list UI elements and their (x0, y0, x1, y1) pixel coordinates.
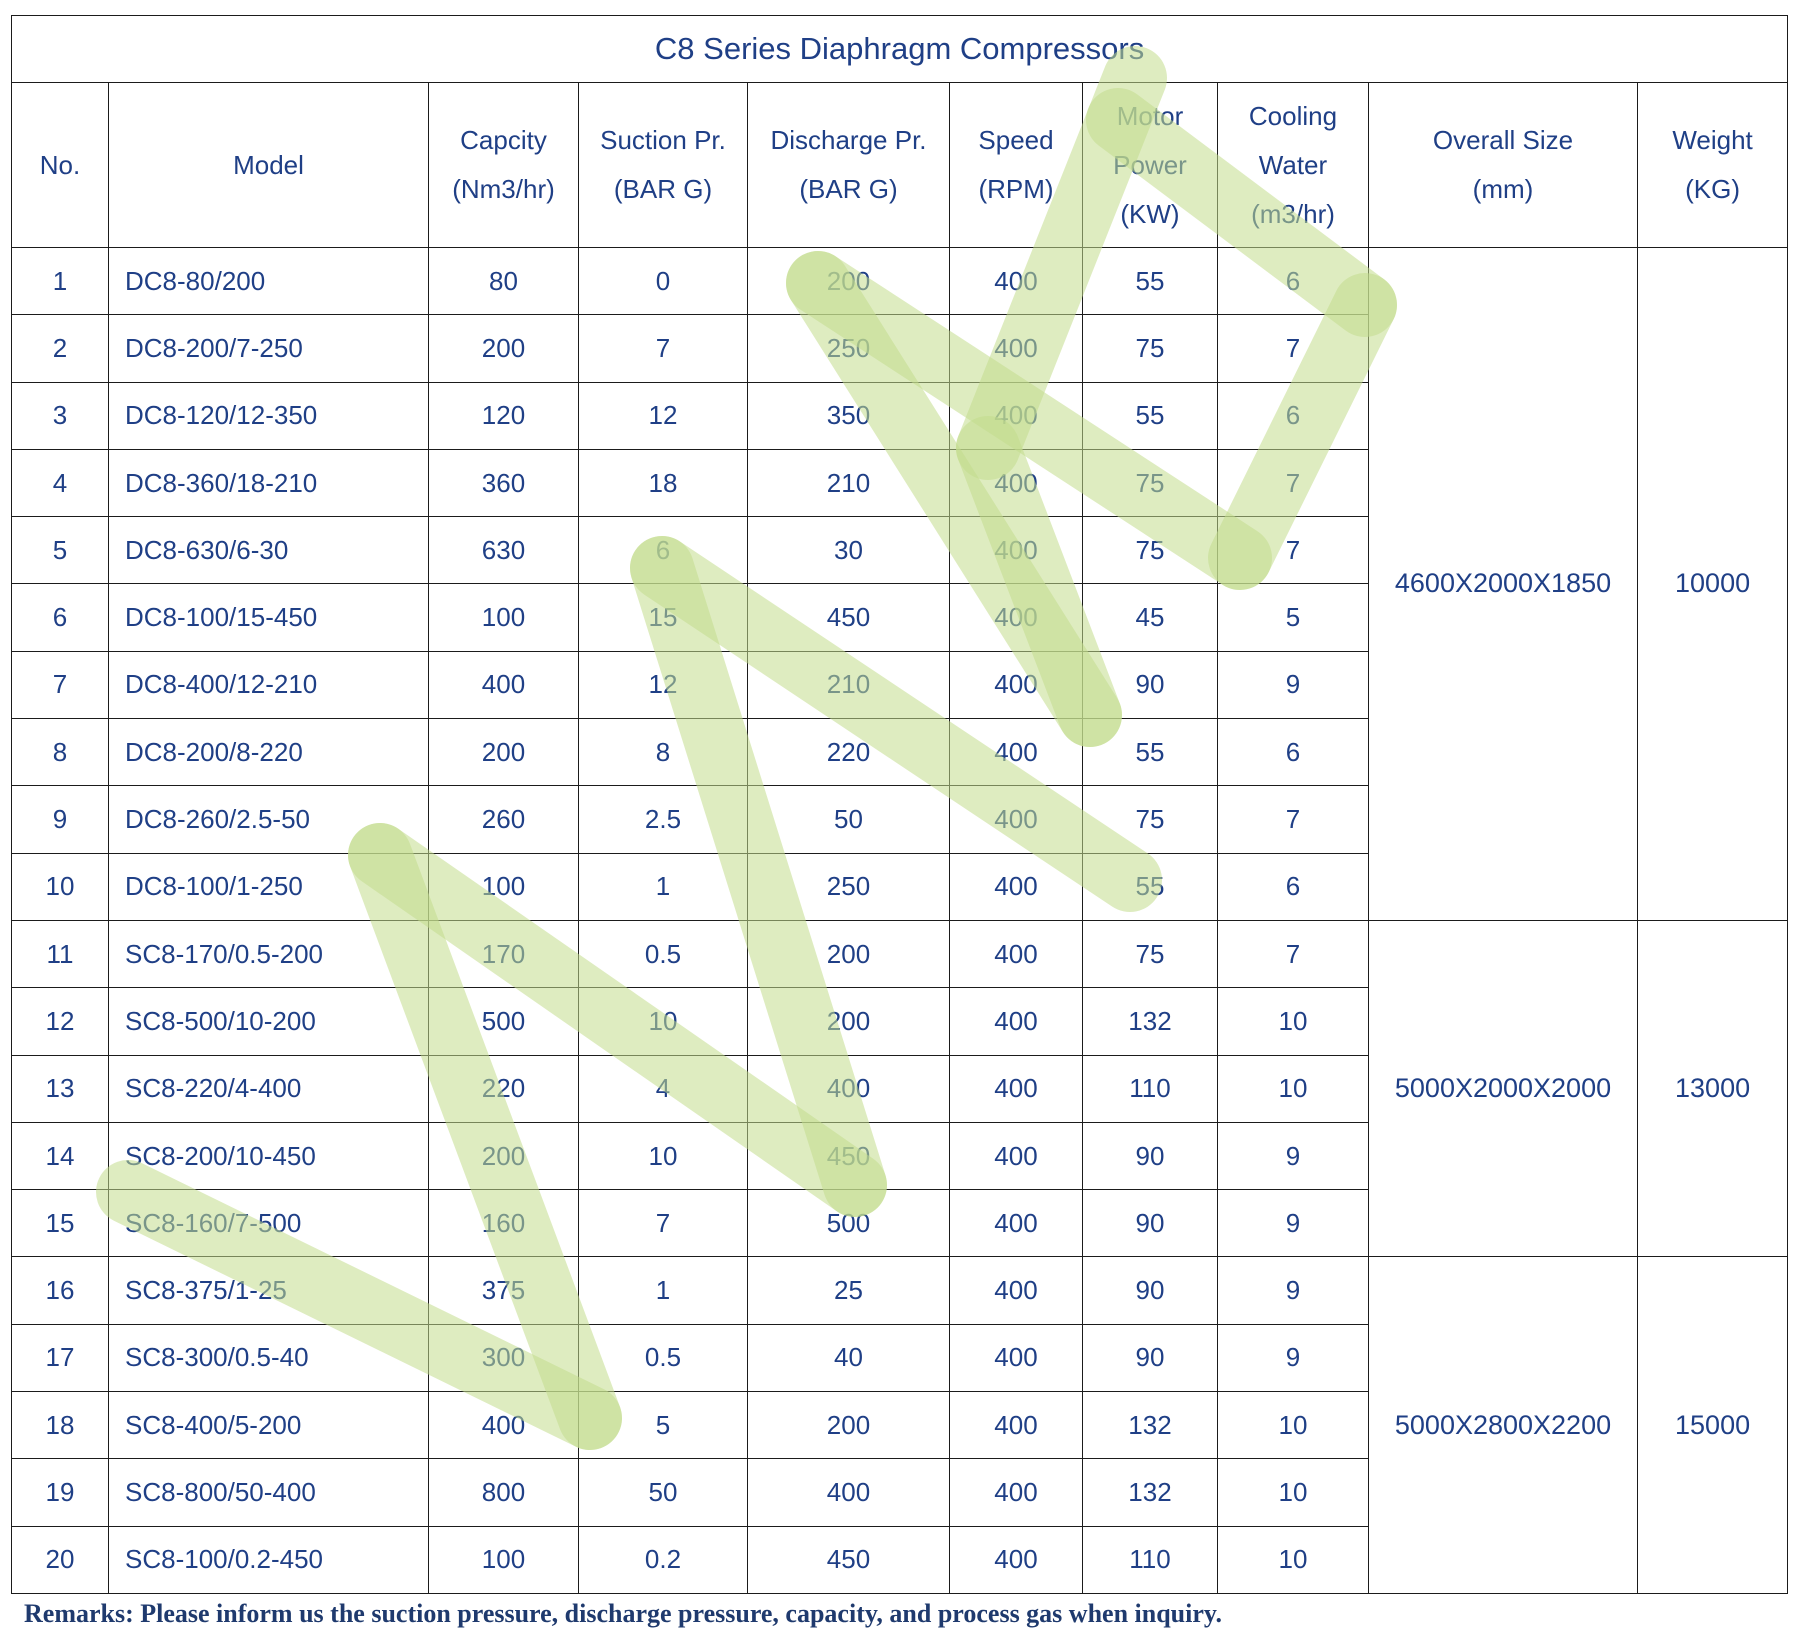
cell-speed: 400 (950, 988, 1083, 1055)
cell-no: 6 (12, 584, 109, 651)
cell-discharge: 200 (748, 988, 950, 1055)
header-line: Motor (1116, 100, 1184, 131)
cell-no: 1 (12, 248, 109, 315)
cell-model: DC8-200/7-250 (109, 315, 429, 382)
cell-capacity: 200 (429, 315, 579, 382)
cell-speed: 400 (950, 248, 1083, 315)
cell-discharge: 200 (748, 920, 950, 987)
cell-discharge: 40 (748, 1324, 950, 1391)
header-line: (BAR G) (799, 174, 898, 204)
cell-water: 6 (1218, 719, 1369, 786)
cell-capacity: 200 (429, 719, 579, 786)
cell-capacity: 400 (429, 651, 579, 718)
header-line: No. (39, 149, 81, 180)
cell-water: 7 (1218, 315, 1369, 382)
remarks-note: Remarks: Please inform us the suction pressure, discharge pressure, capacity, and process gas when inquiry. (24, 1599, 1222, 1628)
cell-model: SC8-500/10-200 (109, 988, 429, 1055)
cell-model: DC8-80/200 (109, 248, 429, 315)
header-line: Model (233, 149, 304, 180)
cell-capacity: 100 (429, 853, 579, 920)
cell-no: 20 (12, 1526, 109, 1593)
header-line: Weight (1672, 125, 1753, 155)
header-line: (KW) (1120, 198, 1180, 229)
cell-weight: 13000 (1638, 920, 1788, 1256)
cell-no: 15 (12, 1190, 109, 1257)
table-row (12, 1257, 1788, 1324)
cell-capacity: 80 (429, 248, 579, 315)
cell-suction: 0.5 (579, 920, 748, 987)
cell-no: 12 (12, 988, 109, 1055)
cell-water: 6 (1218, 853, 1369, 920)
cell-water: 5 (1218, 584, 1369, 651)
cell-no: 3 (12, 382, 109, 449)
cell-suction: 0 (579, 248, 748, 315)
cell-capacity: 100 (429, 1526, 579, 1593)
cell-no: 5 (12, 517, 109, 584)
cell-power: 75 (1083, 920, 1218, 987)
cell-speed: 400 (950, 382, 1083, 449)
header-line: Suction Pr. (600, 125, 726, 155)
cell-no: 2 (12, 315, 109, 382)
cell-power: 45 (1083, 584, 1218, 651)
cell-speed: 400 (950, 1526, 1083, 1593)
cell-no: 19 (12, 1459, 109, 1526)
cell-discharge: 400 (748, 1459, 950, 1526)
cell-capacity: 200 (429, 1122, 579, 1189)
header-weight (1638, 83, 1788, 248)
cell-overall-size: 5000X2800X2200 (1369, 1257, 1638, 1594)
cell-suction: 12 (579, 651, 748, 718)
header-motor-power (1083, 83, 1218, 248)
cell-overall-size: 5000X2000X2000 (1369, 920, 1638, 1256)
header-line: Water (1258, 149, 1328, 180)
cell-model: SC8-100/0.2-450 (109, 1526, 429, 1593)
cell-discharge: 210 (748, 651, 950, 718)
header-line: (mm) (1472, 174, 1534, 204)
cell-speed: 400 (950, 920, 1083, 987)
cell-water: 10 (1218, 1392, 1369, 1459)
cell-speed: 400 (950, 517, 1083, 584)
cell-suction: 1 (579, 853, 748, 920)
cell-water: 7 (1218, 920, 1369, 987)
cell-speed: 400 (950, 584, 1083, 651)
cell-model: DC8-200/8-220 (109, 719, 429, 786)
cell-model: SC8-200/10-450 (109, 1122, 429, 1189)
cell-speed: 400 (950, 651, 1083, 718)
cell-water: 10 (1218, 1526, 1369, 1593)
header-row (12, 83, 1788, 248)
cell-model: SC8-160/7-500 (109, 1190, 429, 1257)
cell-suction: 50 (579, 1459, 748, 1526)
cell-capacity: 100 (429, 584, 579, 651)
cell-no: 17 (12, 1324, 109, 1391)
cell-no: 18 (12, 1392, 109, 1459)
cell-water: 6 (1218, 382, 1369, 449)
cell-no: 14 (12, 1122, 109, 1189)
cell-speed: 400 (950, 449, 1083, 516)
cell-no: 11 (12, 920, 109, 987)
cell-discharge: 220 (748, 719, 950, 786)
cell-water: 6 (1218, 248, 1369, 315)
cell-power: 55 (1083, 719, 1218, 786)
cell-power: 90 (1083, 651, 1218, 718)
header-capacity (429, 83, 579, 248)
cell-power: 75 (1083, 315, 1218, 382)
header-line: Speed (978, 125, 1054, 155)
cell-model: SC8-300/0.5-40 (109, 1324, 429, 1391)
cell-power: 110 (1083, 1055, 1218, 1122)
cell-suction: 2.5 (579, 786, 748, 853)
cell-water: 7 (1218, 517, 1369, 584)
cell-model: DC8-120/12-350 (109, 382, 429, 449)
cell-weight: 10000 (1638, 248, 1788, 921)
header-line: Overall Size (1432, 125, 1574, 155)
cell-power: 132 (1083, 1392, 1218, 1459)
cell-capacity: 800 (429, 1459, 579, 1526)
cell-capacity: 260 (429, 786, 579, 853)
cell-capacity: 630 (429, 517, 579, 584)
cell-speed: 400 (950, 1055, 1083, 1122)
cell-suction: 7 (579, 1190, 748, 1257)
cell-no: 16 (12, 1257, 109, 1324)
cell-power: 90 (1083, 1324, 1218, 1391)
cell-no: 10 (12, 853, 109, 920)
cell-capacity: 220 (429, 1055, 579, 1122)
cell-speed: 400 (950, 1324, 1083, 1391)
header-overall-size (1369, 83, 1638, 248)
cell-capacity: 170 (429, 920, 579, 987)
header-line: (BAR G) (613, 174, 713, 204)
cell-discharge: 200 (748, 248, 950, 315)
cell-model: DC8-400/12-210 (109, 651, 429, 718)
cell-no: 7 (12, 651, 109, 718)
cell-water: 7 (1218, 449, 1369, 516)
header-line: Cooling (1248, 100, 1338, 131)
cell-model: SC8-400/5-200 (109, 1392, 429, 1459)
spec-table (11, 15, 1788, 1594)
cell-suction: 4 (579, 1055, 748, 1122)
cell-speed: 400 (950, 853, 1083, 920)
cell-model: SC8-375/1-25 (109, 1257, 429, 1324)
table-row (12, 920, 1788, 987)
header-line: (KG) (1685, 174, 1740, 204)
cell-model: SC8-170/0.5-200 (109, 920, 429, 987)
header-line: (m3/hr) (1251, 198, 1335, 229)
cell-suction: 7 (579, 315, 748, 382)
cell-suction: 8 (579, 719, 748, 786)
header-suction (579, 83, 748, 248)
header-line: (Nm3/hr) (452, 174, 555, 204)
cell-suction: 0.5 (579, 1324, 748, 1391)
cell-capacity: 120 (429, 382, 579, 449)
cell-model: DC8-360/18-210 (109, 449, 429, 516)
cell-discharge: 25 (748, 1257, 950, 1324)
cell-discharge: 400 (748, 1055, 950, 1122)
cell-capacity: 360 (429, 449, 579, 516)
cell-discharge: 200 (748, 1392, 950, 1459)
cell-model: DC8-260/2.5-50 (109, 786, 429, 853)
cell-suction: 5 (579, 1392, 748, 1459)
cell-water: 10 (1218, 1459, 1369, 1526)
header-line: (RPM) (978, 174, 1054, 204)
cell-capacity: 160 (429, 1190, 579, 1257)
cell-power: 132 (1083, 1459, 1218, 1526)
table-title: C8 Series Diaphragm Compressors (12, 16, 1788, 83)
header-line: Power (1113, 149, 1187, 180)
header-speed (950, 83, 1083, 248)
cell-suction: 12 (579, 382, 748, 449)
cell-power: 55 (1083, 248, 1218, 315)
cell-capacity: 400 (429, 1392, 579, 1459)
cell-water: 10 (1218, 988, 1369, 1055)
cell-water: 9 (1218, 651, 1369, 718)
table-body (12, 248, 1788, 1594)
cell-discharge: 450 (748, 584, 950, 651)
cell-speed: 400 (950, 1392, 1083, 1459)
header-discharge (748, 83, 950, 248)
cell-power: 90 (1083, 1257, 1218, 1324)
cell-suction: 15 (579, 584, 748, 651)
cell-water: 10 (1218, 1055, 1369, 1122)
cell-power: 55 (1083, 382, 1218, 449)
cell-weight: 15000 (1638, 1257, 1788, 1594)
cell-discharge: 30 (748, 517, 950, 584)
cell-model: DC8-100/1-250 (109, 853, 429, 920)
cell-power: 75 (1083, 517, 1218, 584)
cell-power: 90 (1083, 1190, 1218, 1257)
cell-discharge: 450 (748, 1526, 950, 1593)
cell-discharge: 350 (748, 382, 950, 449)
cell-speed: 400 (950, 786, 1083, 853)
cell-power: 75 (1083, 449, 1218, 516)
cell-discharge: 210 (748, 449, 950, 516)
cell-no: 13 (12, 1055, 109, 1122)
cell-water: 9 (1218, 1324, 1369, 1391)
table-row (12, 248, 1788, 315)
cell-model: DC8-630/6-30 (109, 517, 429, 584)
cell-power: 90 (1083, 1122, 1218, 1189)
cell-power: 132 (1083, 988, 1218, 1055)
cell-power: 55 (1083, 853, 1218, 920)
cell-no: 4 (12, 449, 109, 516)
cell-water: 9 (1218, 1122, 1369, 1189)
cell-suction: 6 (579, 517, 748, 584)
cell-discharge: 250 (748, 853, 950, 920)
cell-speed: 400 (950, 719, 1083, 786)
cell-overall-size: 4600X2000X1850 (1369, 248, 1638, 921)
cell-capacity: 375 (429, 1257, 579, 1324)
cell-suction: 1 (579, 1257, 748, 1324)
header-no (12, 83, 109, 248)
cell-capacity: 300 (429, 1324, 579, 1391)
cell-speed: 400 (950, 1257, 1083, 1324)
cell-water: 9 (1218, 1190, 1369, 1257)
cell-speed: 400 (950, 315, 1083, 382)
cell-model: SC8-800/50-400 (109, 1459, 429, 1526)
header-line: Discharge Pr. (770, 125, 927, 155)
cell-speed: 400 (950, 1122, 1083, 1189)
cell-discharge: 500 (748, 1190, 950, 1257)
header-line: Capcity (460, 125, 547, 155)
cell-discharge: 250 (748, 315, 950, 382)
cell-discharge: 50 (748, 786, 950, 853)
cell-discharge: 450 (748, 1122, 950, 1189)
cell-suction: 18 (579, 449, 748, 516)
cell-water: 7 (1218, 786, 1369, 853)
cell-no: 8 (12, 719, 109, 786)
cell-speed: 400 (950, 1190, 1083, 1257)
header-model (109, 83, 429, 248)
cell-power: 75 (1083, 786, 1218, 853)
cell-speed: 400 (950, 1459, 1083, 1526)
cell-water: 9 (1218, 1257, 1369, 1324)
cell-suction: 0.2 (579, 1526, 748, 1593)
cell-no: 9 (12, 786, 109, 853)
cell-model: SC8-220/4-400 (109, 1055, 429, 1122)
cell-suction: 10 (579, 988, 748, 1055)
cell-capacity: 500 (429, 988, 579, 1055)
header-cooling-water (1218, 83, 1369, 248)
cell-suction: 10 (579, 1122, 748, 1189)
cell-model: DC8-100/15-450 (109, 584, 429, 651)
cell-power: 110 (1083, 1526, 1218, 1593)
